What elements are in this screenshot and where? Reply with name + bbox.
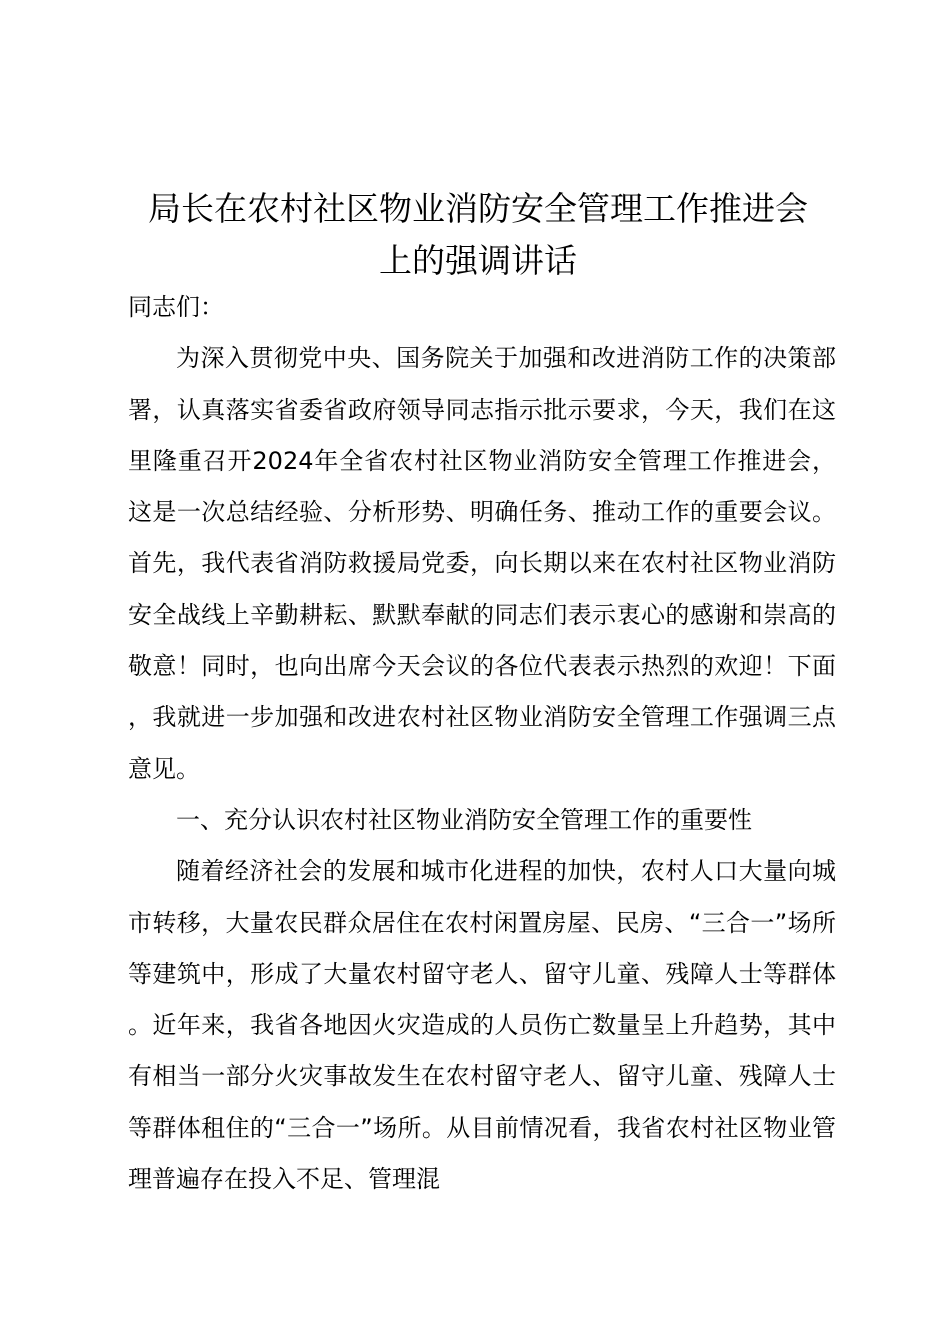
- document-body: [128, 282, 836, 1205]
- section-heading-1: 一、充分认识农村社区物业消防安全管理工作的重要性: [176, 805, 752, 834]
- title-line-2: 上的强调讲话: [379, 241, 577, 280]
- document-title: [120, 183, 836, 287]
- paragraph-intro: 为深入贯彻党中央、国务院关于加强和改进消防工作的决策部署，认真落实省委省政府领导同志指示批示要求，今天，我们在这里隆重召开2024年全省农村社区物业消防安全管理工作推进会，这是一次总结经验、分析形势、明确任务、推动工作的重要会议。首先，我代表省消防救援局党委，向长期以来在农村社区物业消防安全战线上辛勤耕耘、默默奉献的同志们表示衷心的感谢和崇高的敬意！同时，也向出席今天会议的各位代表表示热烈的欢迎！下面，我就进一步加强和改进农村社区物业消防安全管理工作强调三点意见。: [128, 344, 836, 783]
- paragraph-section-1: 随着经济社会的发展和城市化进程的加快，农村人口大量向城市转移，大量农民群众居住在农村闲置房屋、民房、“三合一”场所等建筑中，形成了大量农村留守老人、留守儿童、残障人士等群体。近年来，我省各地因火灾造成的人员伤亡数量呈上升趋势，其中有相当一部分火灾事故发生在农村留守老人、留守儿童、残障人士等群体租住的“三合一”场所。从目前情况看，我省农村社区物业管理普遍存在投入不足、管理混: [128, 857, 836, 1194]
- salutation: 同志们：: [128, 293, 224, 321]
- title-line-1: 局长在农村社区物业消防安全管理工作推进会: [148, 189, 808, 228]
